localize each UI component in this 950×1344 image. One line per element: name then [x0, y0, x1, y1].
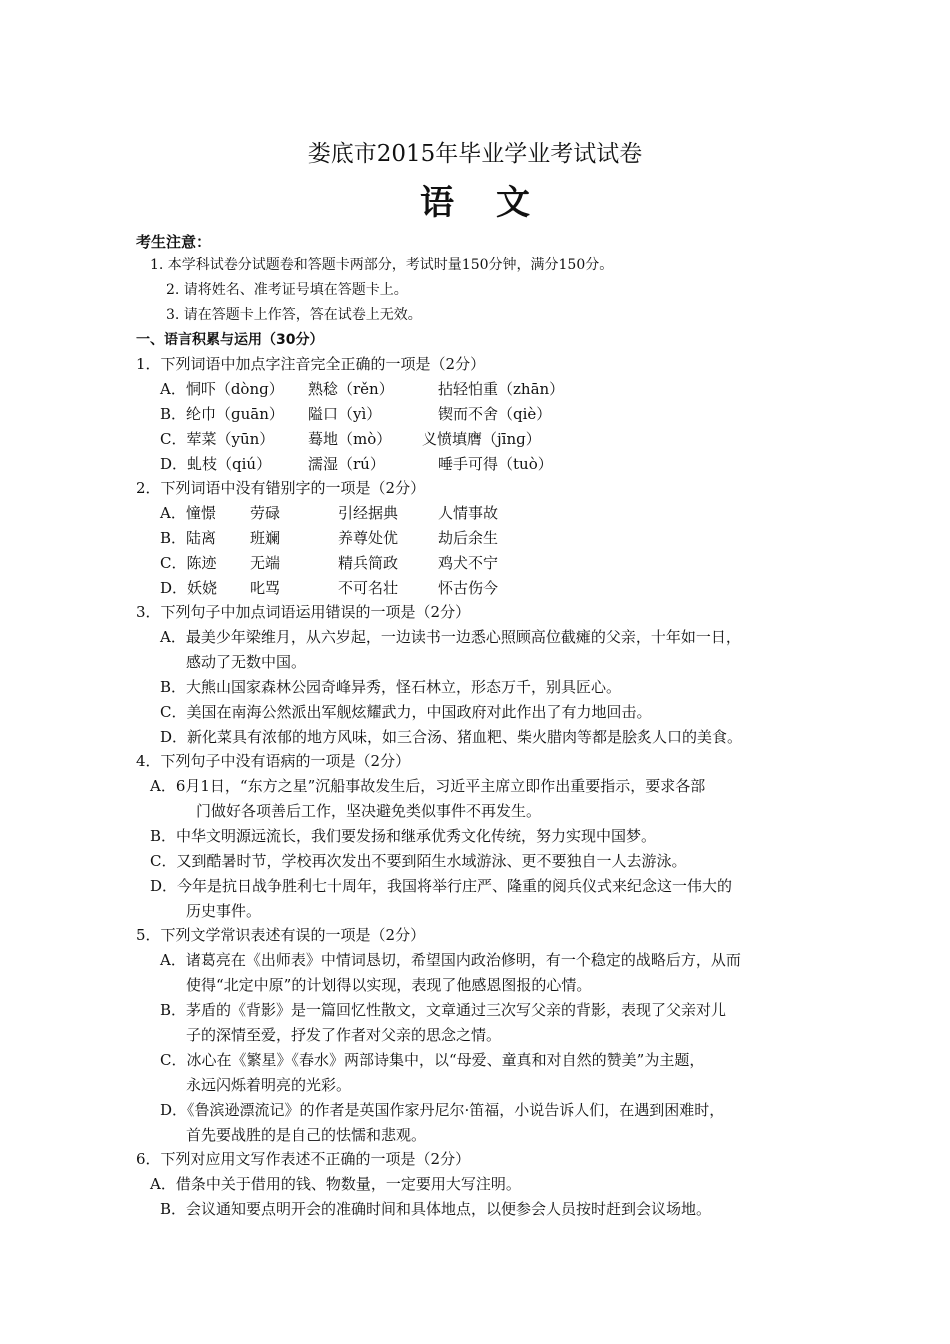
q4-option-d: D．今年是抗日战争胜利七十周年，我国将举行庄严、隆重的阅兵仪式来纪念这一伟大的	[150, 877, 733, 895]
q1-option-b-col3: 锲而不舍（qiè）	[438, 405, 552, 423]
q2-option-a-2: 劳碌	[250, 504, 281, 522]
question-5-stem: 5．下列文学常识表述有误的一项是（2分）	[136, 926, 426, 944]
q1-option-a-col1: A．恫吓（dònɡ）	[160, 380, 284, 398]
question-6-stem: 6．下列对应用文写作表述不正确的一项是（2分）	[136, 1150, 471, 1168]
q2-option-b-3: 养尊处优	[338, 529, 399, 547]
q6-option-b: B．会议通知要点明开会的准确时间和具体地点，以便参会人员按时赶到会议场地。	[160, 1200, 712, 1218]
notice-item-3: 3. 请在答题卡上作答，答在试卷上无效。	[166, 307, 422, 323]
q1-option-a-col3: 拈轻怕重（zhān）	[438, 380, 565, 398]
q2-option-d-1: D．妖娆	[160, 579, 218, 597]
q4-option-d-cont: 历史事件。	[186, 902, 262, 920]
q1-option-d-col2: 濡湿（rú）	[308, 455, 385, 473]
q5-option-b: B．茅盾的《背影》是一篇回忆性散文，文章通过三次写父亲的背影，表现了父亲对儿	[160, 1001, 727, 1019]
q2-option-c-1: C．陈迹	[160, 554, 217, 572]
question-4-stem: 4．下列句子中没有语病的一项是（2分）	[136, 752, 411, 770]
q1-option-b-col2: 隘口（yì）	[308, 405, 382, 423]
notice-item-2: 2. 请将姓名、准考证号填在答题卡上。	[166, 282, 408, 298]
q1-option-d-col1: D．虬枝（qiú）	[160, 455, 272, 473]
q2-option-b-4: 劫后余生	[438, 529, 499, 547]
q2-option-a-4: 人情事故	[438, 504, 499, 522]
q5-option-a-cont: 使得“北定中原”的计划得以实现，表现了他感恩图报的心情。	[186, 976, 592, 994]
q2-option-d-2: 叱骂	[250, 579, 281, 597]
q5-option-b-cont: 子的深情至爱，抒发了作者对父亲的思念之情。	[186, 1026, 502, 1044]
q2-option-b-1: B．陆离	[160, 529, 217, 547]
q5-option-d-cont: 首先要战胜的是自己的怯懦和悲观。	[186, 1126, 427, 1144]
notice-heading: 考生注意：	[136, 233, 212, 251]
q3-option-b: B．大熊山国家森林公园奇峰异秀，怪石林立，形态万千，别具匠心。	[160, 678, 622, 696]
q1-option-c-col2: 蓦地（mò）	[308, 430, 392, 448]
q5-option-c: C．冰心在《繁星》《春水》两部诗集中，以“母爱、童真和对自然的赞美”为主题，	[160, 1051, 705, 1069]
q1-option-d-col3: 唾手可得（tuò）	[438, 455, 553, 473]
q4-option-c: C．又到酷暑时节，学校再次发出不要到陌生水域游泳、更不要独自一人去游泳。	[150, 852, 687, 870]
q3-option-c: C．美国在南海公然派出军舰炫耀武力，中国政府对此作出了有力地回击。	[160, 703, 652, 721]
subject-title: 语文	[420, 183, 572, 223]
q1-option-c-col1: C．荤菜（yūn）	[160, 430, 275, 448]
question-2-stem: 2．下列词语中没有错别字的一项是（2分）	[136, 479, 426, 497]
q6-option-a: A．借条中关于借用的钱、物数量，一定要用大写注明。	[150, 1175, 521, 1193]
q3-option-a-cont: 感动了无数中国。	[186, 653, 307, 671]
q3-option-d: D．新化菜具有浓郁的地方风味，如三合汤、猪血粑、柴火腊肉等都是脍炙人口的美食。	[160, 728, 743, 746]
q2-option-a-3: 引经据典	[338, 504, 399, 522]
q2-option-a-1: A．憧憬	[160, 504, 216, 522]
question-1-stem: 1．下列词语中加点字注音完全正确的一项是（2分）	[136, 355, 486, 373]
q2-option-c-2: 无端	[250, 554, 281, 572]
q4-option-a: A．6月1日，“东方之星”沉船事故发生后，习近平主席立即作出重要指示，要求各部	[150, 777, 706, 795]
q5-option-c-cont: 永远闪烁着明亮的光彩。	[186, 1076, 352, 1094]
q5-option-a: A．诸葛亮在《出师表》中情词恳切，希望国内政治修明，有一个稳定的战略后方，从而	[160, 951, 741, 969]
q2-option-d-4: 怀古伤今	[438, 579, 499, 597]
q5-option-d: D．《鲁滨逊漂流记》的作者是英国作家丹尼尔·笛福，小说告诉人们，在遇到困难时，	[160, 1101, 725, 1119]
question-3-stem: 3．下列句子中加点词语运用错误的一项是（2分）	[136, 603, 471, 621]
q2-option-d-3: 不可名壮	[338, 579, 399, 597]
q2-option-b-2: 班斓	[250, 529, 281, 547]
q4-option-a-cont: 门做好各项善后工作，坚决避免类似事件不再发生。	[196, 802, 542, 820]
q1-option-a-col2: 熟稔（rěn）	[308, 380, 394, 398]
q4-option-b: B．中华文明源远流长，我们要发扬和继承优秀文化传统，努力实现中国梦。	[150, 827, 657, 845]
exam-title: 娄底市2015年毕业学业考试试卷	[307, 141, 643, 167]
q2-option-c-4: 鸡犬不宁	[438, 554, 499, 572]
notice-item-1: 1. 本学科试卷分试题卷和答题卡两部分，考试时量150分钟，满分150分。	[150, 257, 614, 273]
q1-option-c-col3: 义愤填膺（jīnɡ）	[422, 430, 541, 448]
q3-option-a: A．最美少年梁维月，从六岁起，一边读书一边悉心照顾高位截瘫的父亲，十年如一日，	[160, 628, 741, 646]
q1-option-b-col1: B．纶巾（ɡuān）	[160, 405, 284, 423]
q2-option-c-3: 精兵简政	[338, 554, 399, 572]
section-heading: 一、语言积累与运用（30分）	[136, 332, 324, 348]
